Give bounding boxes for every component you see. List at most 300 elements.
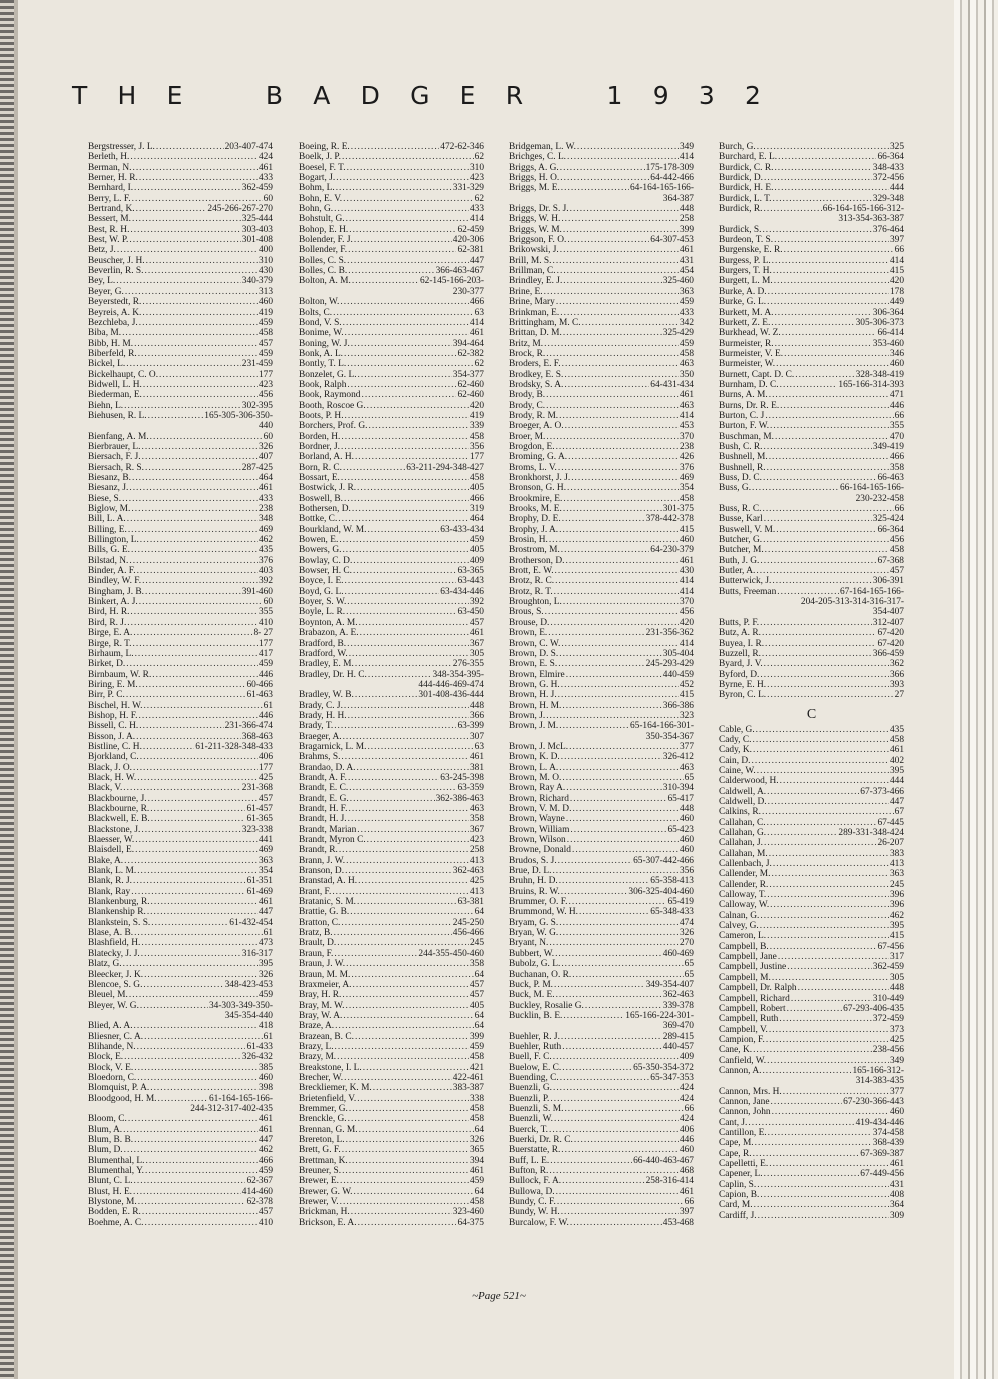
entry-name: Cannon, John — [719, 1107, 771, 1118]
entry-name: Bush, C. R. — [719, 441, 763, 452]
entry-name: Broms, L. V. — [509, 462, 557, 473]
entry-pages: 468 — [679, 1166, 694, 1177]
entry-pages: 66-440-463-467 — [633, 1155, 694, 1166]
entry-pages: 61-365 — [246, 814, 273, 825]
entry-pages: 456 — [889, 535, 904, 546]
dot-leader — [562, 225, 679, 235]
dot-leader — [142, 390, 258, 400]
entry-name: Bullock, F. A. — [509, 1176, 562, 1187]
dot-leader — [768, 880, 889, 890]
entry-name: Borchers, Prof. G. — [299, 421, 368, 432]
dot-leader — [340, 442, 469, 452]
entry-name: Bray, M. W. — [299, 1000, 345, 1011]
entry-pages: 342 — [679, 317, 694, 328]
index-entry — [88, 907, 273, 917]
entry-pages: 67-230-366-443 — [843, 1096, 904, 1107]
entry-name: Brophy, D. E. — [509, 514, 561, 525]
entry-pages: 414 — [679, 638, 694, 649]
entry-pages: 325 — [889, 142, 904, 152]
dot-leader — [553, 1114, 679, 1124]
dot-leader — [128, 483, 258, 493]
entry-pages: 340-379 — [241, 276, 273, 287]
dot-leader — [344, 866, 452, 876]
index-entry — [88, 1176, 273, 1186]
entry-pages: 474 — [679, 917, 694, 928]
entry-name: Brown, Elmire — [509, 669, 565, 680]
dot-leader — [756, 766, 889, 776]
entry-pages: 326-412 — [662, 752, 694, 763]
entry-name: Bontly, T. L. — [299, 359, 347, 370]
entry-name: Boots, P. H. — [299, 410, 344, 421]
entry-pages: 415 — [889, 931, 904, 942]
index-entry — [299, 763, 484, 773]
entry-name: Brouse, D. — [509, 617, 550, 628]
entry-pages: 62 — [474, 193, 484, 204]
dot-leader — [145, 1156, 258, 1166]
entry-pages: 66-414 — [877, 328, 904, 339]
dot-leader — [367, 670, 432, 680]
entry-name: Buenzli, P. — [509, 1093, 550, 1104]
dot-leader — [123, 856, 258, 866]
dot-leader — [557, 856, 632, 866]
entry-name: Bruhn, H. D. — [509, 876, 558, 887]
entry-name: Brault, D. — [299, 938, 337, 949]
index-entry — [88, 670, 273, 680]
index-entry — [299, 142, 484, 152]
entry-pages: 363 — [258, 855, 273, 866]
entry-name: Bolles, C. B. — [299, 266, 348, 277]
dot-leader — [573, 1135, 679, 1145]
dot-leader — [133, 339, 258, 349]
dot-leader — [334, 1021, 473, 1031]
entry-name: Brown, Richard — [509, 793, 569, 804]
entry-pages: 461 — [469, 752, 484, 763]
entry-name: Boynton, A. M. — [299, 617, 358, 628]
entry-name: Bushnell, R. — [719, 462, 766, 473]
entry-name: Brazean, B. C. — [299, 1031, 354, 1042]
entry-name: Burnett, Capt. D. C. — [719, 369, 795, 380]
entry-pages: 414 — [679, 152, 694, 163]
dot-leader — [132, 876, 245, 886]
dot-leader — [776, 587, 839, 597]
entry-name: Buehler, Ruth — [509, 1041, 562, 1052]
entry-name: Breckliemer, K. M. — [299, 1083, 372, 1094]
dot-leader — [147, 794, 258, 804]
entry-name: Brown, Wayne — [509, 814, 565, 825]
entry-pages: 365 — [469, 1145, 484, 1156]
index-entry — [88, 339, 273, 349]
index-entry — [509, 866, 694, 876]
index-entry — [299, 370, 484, 380]
index-entry — [88, 1207, 273, 1217]
entry-name: Black, V. — [88, 783, 123, 794]
header-letter: 1 — [606, 80, 624, 110]
index-entry — [509, 483, 694, 493]
entry-name: Blashfield, H. — [88, 938, 141, 949]
entry-pages: 424 — [679, 1093, 694, 1104]
dot-leader — [763, 204, 822, 214]
entry-name: Bleyer, W. G. — [88, 1000, 139, 1011]
entry-pages: 63 — [474, 307, 484, 318]
index-entry — [299, 256, 484, 266]
entry-name: Bissell, C. H. — [88, 721, 139, 732]
dot-leader — [767, 797, 889, 807]
entry-pages: 65-423 — [667, 824, 694, 835]
index-entry — [719, 670, 904, 680]
index-entry — [719, 473, 904, 483]
dot-leader — [124, 287, 258, 297]
dot-leader — [340, 918, 451, 928]
dot-leader — [766, 690, 893, 700]
index-entry — [509, 163, 694, 173]
index-entry — [509, 504, 694, 514]
entry-name: Bindley, W. F. — [88, 576, 142, 587]
entry-name: Card, M. — [719, 1200, 753, 1211]
entry-name: Brown, H. J. — [509, 690, 557, 701]
index-entry — [299, 401, 484, 411]
entry-pages: 178 — [889, 286, 904, 297]
index-entry — [509, 607, 694, 617]
entry-name: Bills, G. E. — [88, 545, 130, 556]
index-entry — [719, 797, 904, 807]
dot-leader — [753, 1200, 889, 1210]
dot-leader — [764, 411, 893, 421]
index-entry — [719, 1014, 904, 1024]
index-entry — [299, 359, 484, 369]
entry-name: Brennan, G. M. — [299, 1124, 358, 1135]
index-entry — [88, 587, 273, 597]
entry-pages: 64 — [474, 1010, 484, 1021]
entry-pages: 62-460 — [457, 390, 484, 401]
dot-leader — [346, 597, 469, 607]
dot-leader — [157, 1094, 208, 1104]
dot-leader — [341, 152, 474, 162]
entry-pages: 363 — [679, 286, 694, 297]
entry-name: Brady, H. H. — [299, 710, 347, 721]
index-entry — [509, 256, 694, 266]
entry-name: Bronson, G. H. — [509, 483, 567, 494]
index-entry — [88, 949, 273, 959]
index-entry — [509, 856, 694, 866]
entry-pages: 306-364 — [872, 307, 904, 318]
dot-leader — [345, 214, 469, 224]
entry-name: Brandt, E. G. — [299, 793, 349, 804]
index-entry — [299, 297, 484, 307]
index-entry — [88, 1125, 273, 1135]
index-entry — [299, 442, 484, 452]
entry-pages: 329-348 — [872, 193, 904, 204]
entry-name: Blank, L. M. — [88, 866, 137, 877]
header-letter: B — [265, 80, 284, 110]
entry-name: Blihande, N. — [88, 1041, 136, 1052]
index-entry — [509, 266, 694, 276]
entry-pages: 415 — [679, 690, 694, 701]
index-entry — [88, 463, 273, 473]
entry-name: Bostwick, J. R. — [299, 483, 357, 494]
entry-pages: 177 — [258, 638, 273, 649]
index-entry — [719, 463, 904, 473]
index-entry — [509, 1145, 694, 1155]
index-entry — [509, 752, 694, 762]
dot-leader — [130, 887, 245, 897]
entry-name: Beyerstedt, R. — [88, 297, 142, 308]
entry-pages: 325-460 — [662, 276, 694, 287]
dot-leader — [143, 266, 257, 276]
entry-pages: 394-464 — [452, 338, 484, 349]
index-entry — [88, 545, 273, 555]
dot-leader — [766, 818, 877, 828]
entry-pages: 456-466 — [452, 928, 484, 939]
entry-name: Buck, P. M. — [509, 979, 554, 990]
entry-name: Buell, F. C. — [509, 1052, 552, 1063]
index-entry — [719, 173, 904, 183]
index-entry — [88, 732, 273, 742]
entry-name: Bonzelet, G. L. — [299, 369, 357, 380]
entry-name: Butcher, G. — [719, 535, 763, 546]
entry-name: Beuscher, J. H. — [88, 255, 145, 266]
dot-leader — [132, 1187, 241, 1197]
entry-name: Burkett, Z. E. — [719, 317, 771, 328]
dot-leader — [771, 1107, 889, 1117]
entry-name: Cane, K. — [719, 1045, 753, 1056]
header-letter: G — [410, 80, 431, 110]
entry-name: Buending, C. — [509, 1072, 559, 1083]
dot-leader — [771, 576, 871, 586]
entry-pages: 444 — [889, 776, 904, 787]
dot-leader — [134, 845, 258, 855]
index-entry — [88, 473, 273, 483]
dot-leader — [136, 1042, 246, 1052]
dot-leader — [561, 1176, 644, 1186]
index-entry — [719, 1025, 904, 1035]
index-entry — [719, 890, 904, 900]
index-entry — [88, 970, 273, 980]
dot-leader — [356, 763, 469, 773]
entry-pages: 165-305-306-350- — [204, 410, 273, 421]
entry-name: Brown, J. M. — [509, 721, 559, 732]
index-entry — [299, 194, 484, 204]
entry-pages: 399 — [679, 224, 694, 235]
dot-leader — [766, 931, 889, 941]
dot-leader — [140, 442, 257, 452]
entry-pages: 65-347-353 — [650, 1072, 694, 1083]
index-entry — [88, 887, 273, 897]
index-entry — [88, 297, 273, 307]
index-entry — [299, 794, 484, 804]
entry-pages: 414 — [679, 576, 694, 587]
index-entry-continuation: 314-383-435 — [855, 1076, 904, 1087]
index-entry — [299, 308, 484, 318]
dot-leader — [551, 256, 678, 266]
entry-name: Buckley, Rosalie G. — [509, 1000, 584, 1011]
entry-name: Callahan, M. — [719, 848, 768, 859]
index-entry — [509, 514, 694, 524]
index-entry — [88, 380, 273, 390]
entry-name: Bowers, G. — [299, 545, 342, 556]
index-entry — [299, 1114, 484, 1124]
entry-pages: 415 — [889, 266, 904, 277]
entry-pages: 370 — [679, 431, 694, 442]
dot-leader — [134, 835, 258, 845]
entry-pages: 458 — [469, 1114, 484, 1125]
entry-name: Brickman, H. — [299, 1207, 350, 1218]
index-entry — [88, 1114, 273, 1124]
entry-pages: 355 — [258, 607, 273, 618]
entry-pages: 231-356-362 — [645, 628, 694, 639]
entry-pages: 446 — [258, 710, 273, 721]
entry-pages: 67-456 — [877, 941, 904, 952]
entry-name: Bezchleba, J. — [88, 317, 138, 328]
entry-pages: 307 — [469, 731, 484, 742]
dot-leader — [337, 514, 469, 524]
entry-name: Brandt, R. — [299, 845, 338, 856]
index-entry — [719, 1107, 904, 1117]
entry-pages: 414 — [679, 586, 694, 597]
dot-leader — [762, 535, 889, 545]
entry-name: Briggs, M. E. — [509, 183, 560, 194]
index-entry — [88, 752, 273, 762]
entry-pages: 66-364 — [877, 152, 904, 163]
dot-leader — [770, 318, 854, 328]
entry-name: Bronkhorst, J. J. — [509, 473, 571, 483]
entry-pages: 62-459 — [457, 224, 484, 235]
entry-pages: 305-404 — [662, 648, 694, 659]
entry-pages: 446 — [258, 669, 273, 680]
entry-pages: 65 — [684, 959, 694, 970]
index-entry — [719, 432, 904, 442]
index-entry — [299, 1135, 484, 1145]
entry-name: Book, Raymond — [299, 390, 361, 401]
dot-leader — [566, 835, 679, 845]
entry-pages: 461 — [258, 1124, 273, 1135]
index-entry — [299, 276, 484, 286]
dot-leader — [775, 359, 889, 369]
index-entry — [299, 576, 484, 586]
entry-name: Brinkman, E. — [509, 307, 560, 318]
entry-pages: 463 — [679, 762, 694, 773]
index-entry — [299, 1021, 484, 1031]
dot-leader — [560, 1145, 679, 1155]
entry-pages: 175-178-309 — [645, 162, 694, 173]
index-entry — [719, 308, 904, 318]
dot-leader — [560, 214, 679, 224]
entry-pages: 323-338 — [241, 824, 273, 835]
entry-pages: 62-382 — [457, 348, 484, 359]
index-entry — [509, 576, 694, 586]
entry-name: Blaisdell, E. — [88, 845, 135, 856]
index-entry — [719, 1180, 904, 1190]
dot-leader — [129, 152, 258, 162]
dot-leader — [342, 318, 469, 328]
entry-pages: 61 — [263, 928, 273, 939]
entry-name: Brown, E. S. — [509, 659, 558, 670]
index-entry — [88, 980, 273, 990]
entry-name: Cady, K. — [719, 745, 752, 756]
entry-name: Brandt, H. J. — [299, 814, 347, 825]
entry-pages: 245 — [469, 938, 484, 949]
dot-leader — [336, 938, 469, 948]
dot-leader — [548, 535, 679, 545]
entry-pages: 460 — [889, 1107, 904, 1118]
index-entry — [509, 783, 694, 793]
dot-leader — [158, 370, 258, 380]
dot-leader — [755, 566, 889, 576]
header-letter: E — [166, 80, 184, 110]
entry-pages: 64-442-466 — [650, 173, 694, 184]
entry-pages: 471 — [889, 390, 904, 401]
index-entry — [88, 1021, 273, 1031]
index-entry — [719, 566, 904, 576]
entry-name: Branstad, A. H. — [299, 876, 358, 887]
entry-pages: 460 — [889, 359, 904, 370]
index-entry-continuation: 369-470 — [662, 1021, 694, 1032]
dot-leader — [569, 204, 679, 214]
index-entry — [299, 773, 484, 783]
entry-pages: 447 — [889, 796, 904, 807]
entry-name: Brittingham, M. C. — [509, 317, 581, 328]
entry-name: Boeing, R. E. — [299, 142, 350, 152]
entry-pages: 305 — [469, 648, 484, 659]
dot-leader — [343, 1073, 452, 1083]
index-entry — [719, 390, 904, 400]
dot-leader — [346, 380, 456, 390]
dot-leader — [128, 235, 240, 245]
entry-name: Buzzell, R. — [719, 648, 761, 659]
dot-leader — [549, 1094, 679, 1104]
index-column-1 — [88, 142, 273, 1228]
entry-pages: 355 — [889, 421, 904, 432]
dot-leader — [764, 545, 889, 555]
dot-leader — [569, 825, 666, 835]
entry-pages: 310-449 — [872, 993, 904, 1004]
entry-pages: 245-250 — [452, 917, 484, 928]
entry-pages: 367 — [469, 824, 484, 835]
entry-name: Burdick, R. — [719, 204, 763, 215]
entry-name: Bertrand, K. — [88, 204, 135, 215]
dot-leader — [571, 845, 679, 855]
entry-name: Cable, G. — [719, 724, 755, 735]
entry-name: Boyce, I. E. — [299, 576, 344, 587]
dot-leader — [779, 380, 838, 390]
index-entry — [719, 756, 904, 766]
index-entry — [719, 587, 904, 597]
entry-pages: 310 — [469, 162, 484, 173]
entry-pages: 461 — [679, 390, 694, 401]
entry-pages: 366-459 — [872, 648, 904, 659]
dot-leader — [137, 349, 258, 359]
entry-name: Bohop, E. H. — [299, 224, 349, 235]
entry-name: Brott, E. W. — [509, 566, 554, 577]
index-entry — [509, 1114, 694, 1124]
index-entry — [299, 432, 484, 442]
dot-leader — [343, 494, 469, 504]
entry-name: Bohn, G. — [299, 204, 334, 215]
dot-leader — [764, 639, 876, 649]
dot-leader — [562, 504, 662, 514]
entry-name: Blake, A. — [88, 855, 124, 866]
dot-leader — [362, 1063, 469, 1073]
entry-pages: 466 — [469, 297, 484, 308]
entry-pages: 238 — [679, 441, 694, 452]
index-entry — [299, 732, 484, 742]
entry-name: Burkett, M. A. — [719, 307, 774, 318]
entry-pages: 422-461 — [452, 1072, 484, 1083]
dot-leader — [563, 1104, 683, 1114]
dot-leader — [141, 1207, 258, 1217]
index-entry — [719, 535, 904, 545]
index-entry — [88, 225, 273, 235]
index-entry — [88, 349, 273, 359]
